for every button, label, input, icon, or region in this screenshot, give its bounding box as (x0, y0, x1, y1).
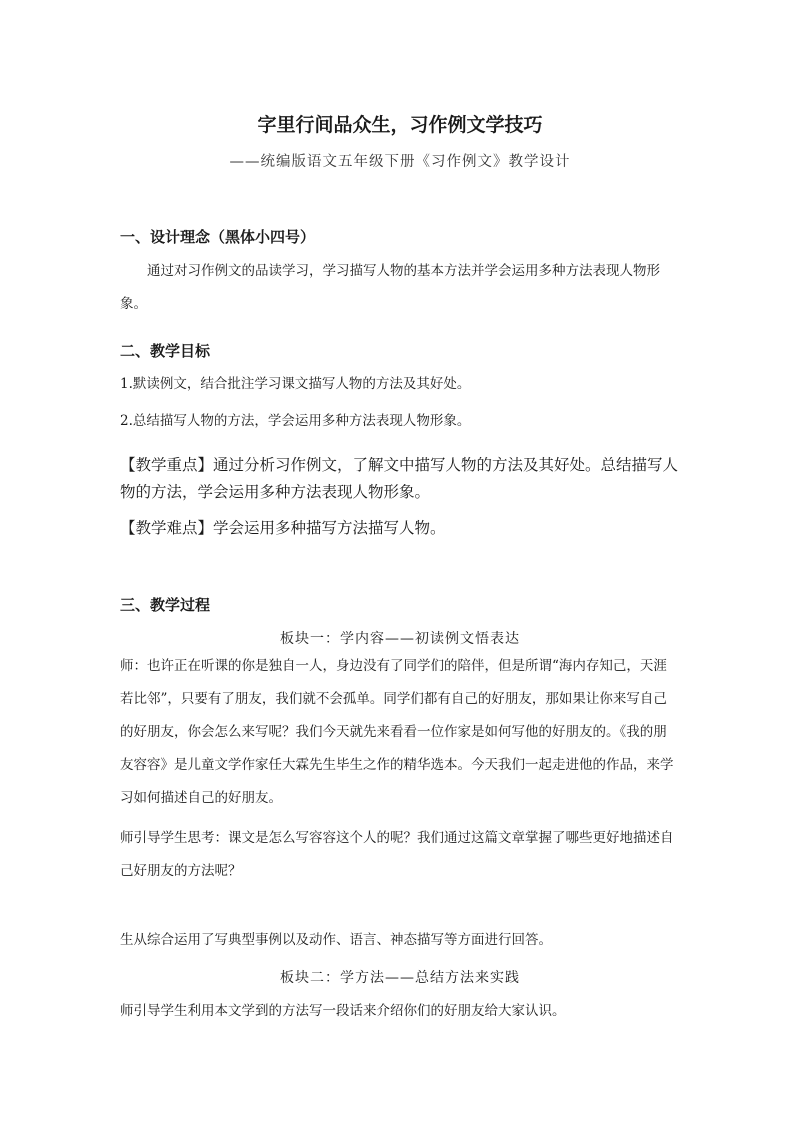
teaching-key-point: 【教学重点】通过分析习作例文，了解文中描写人物的方法及其好处。总结描写人物的方法，学会运用多种方法表现人物形象。 (120, 456, 679, 501)
guide-question-paragraph: 师引导学生思考：课文是怎么写容容这个人的呢？我们通过这篇文章掌握了哪些更好地描述自己好朋友的方法呢？ (120, 830, 674, 879)
guide-practice-paragraph: 师引导学生利用本文学到的方法写一段话来介绍你们的好朋友给大家认识。 (120, 1003, 566, 1019)
design-concept-paragraph: 通过对习作例文的品读学习，学习描写人物的基本方法并学会运用多种方法表现人物形象。 (120, 263, 660, 312)
block-one-title: 板块一：学内容——初读例文悟表达 (280, 631, 520, 647)
document-subtitle: ——统编版语文五年级下册《习作例文》教学设计 (229, 154, 571, 170)
goal-item-2: 2.总结描写人物的方法，学会运用多种方法表现人物形象。 (120, 413, 471, 429)
section-heading-teaching-goals: 二、教学目标 (120, 342, 211, 360)
teaching-difficulty: 【教学难点】学会运用多种描写方法描写人物。 (120, 519, 446, 537)
student-answer-paragraph: 生从综合运用了写典型事例以及动作、语言、神态描写等方面进行回答。 (120, 932, 552, 948)
goal-item-1: 1.默读例文，结合批注学习课文描写人物的方法及其好处。 (120, 376, 471, 392)
section-heading-design-concept: 一、设计理念（黑体小四号） (120, 228, 316, 246)
teacher-intro-paragraph: 师：也许正在听课的你是独自一人，身边没有了同学们的陪伴，但是所谓“海内存知己，天涯若比邻”，只要有了朋友，我们就不会孤单。同学们都有自己的好朋友，那如果让你来写自己的好朋友，你会怎么来写呢？我们今天就先来看看一位作家是如何写他的好朋友的。《我的朋友容容》是儿童文学作家任大霖先生毕生之作的精华选本。今天我们一起走进他的作品，来学习如何描述自己的好朋友。 (120, 658, 674, 806)
document-title: 字里行间品众生，习作例文学技巧 (257, 114, 543, 136)
block-two-title: 板块二：学方法——总结方法来实践 (280, 970, 520, 986)
section-heading-teaching-process: 三、教学过程 (120, 596, 211, 614)
